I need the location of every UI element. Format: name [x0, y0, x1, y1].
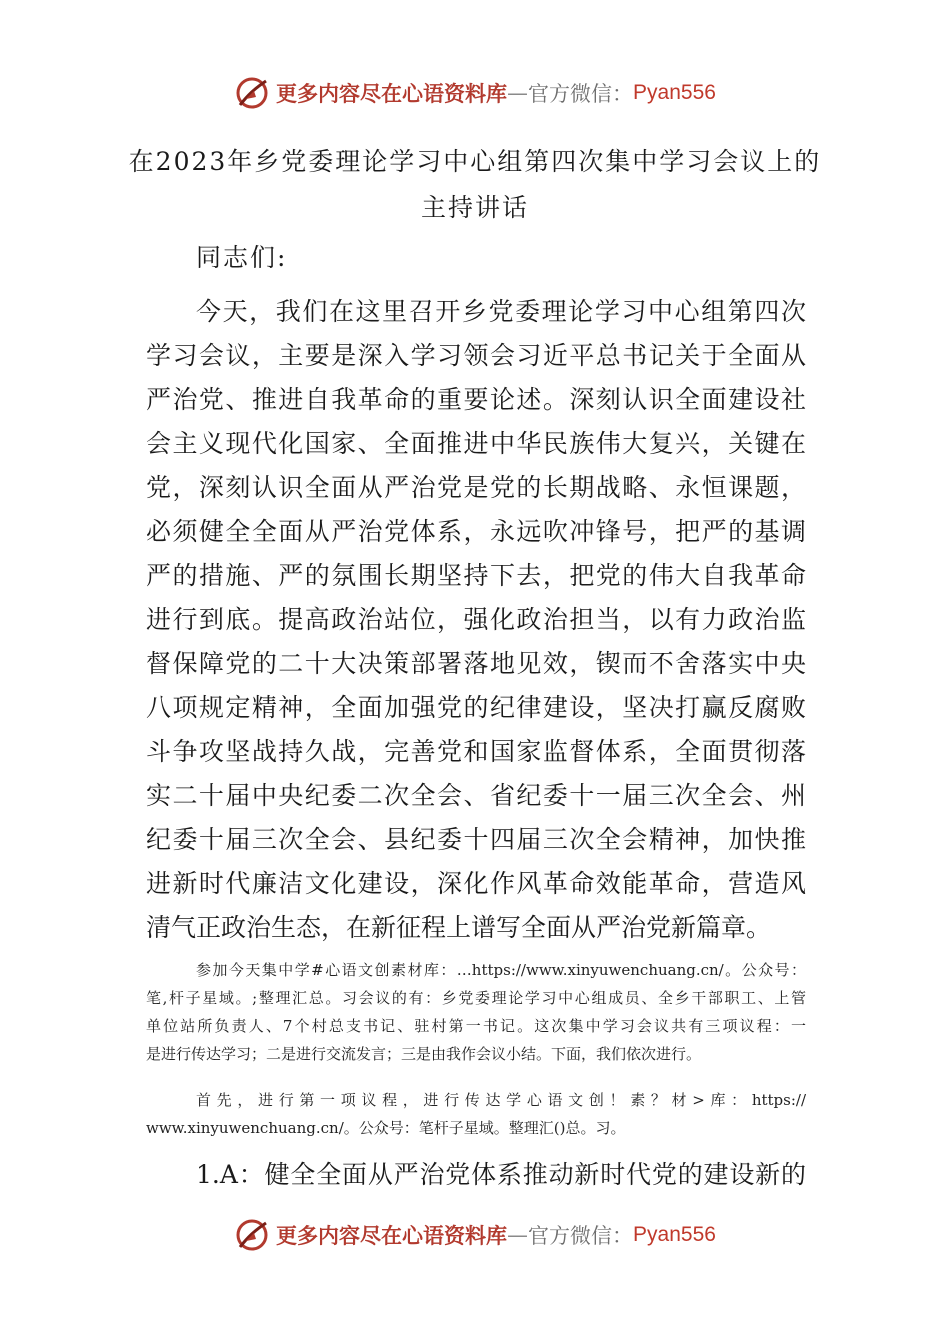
intro-line: 督保障党的二十大决策部署落地见效，锲而不舍落实中央: [146, 649, 806, 678]
attendance-line: 是进行传达学习；二是进行交流发言；三是由我作会议小结。下面，我们依次进行。: [146, 1045, 702, 1063]
header-banner: [0, 73, 950, 113]
intro-line: 会主义现代化国家、全面推进中华民族伟大复兴，关键在: [146, 429, 806, 458]
intro-line: 斗争攻坚战持久战，完善党和国家监督体系，全面贯彻落: [146, 737, 806, 766]
intro-line: 严治党、推进自我革命的重要论述。深刻认识全面建设社: [146, 385, 806, 414]
intro-line: 纪委十届三次全会、县纪委十四届三次全会精神，加快推: [146, 825, 806, 854]
banner-main-text: 更多内容尽在心语资料库: [276, 1224, 508, 1248]
attendance-line: 单位站所负责人、7个村总支书记、驻村第一书记。这次集中学习会议共有三项议程：一: [146, 1017, 806, 1035]
first-agenda-line: www.xinyuwenchuang.cn/。公众号：笔杆子星域。整理汇()总。习。: [146, 1119, 626, 1137]
section-heading: 1.A：健全全面从严治党体系推动新时代党的建设新的: [196, 1160, 806, 1189]
banner-wechat-label: 官方微信：: [528, 1224, 634, 1248]
intro-line: 进行到底。提高政治站位，强化政治担当，以有力政治监: [146, 605, 806, 634]
intro-line: 实二十届中央纪委二次全会、省纪委十一届三次全会、州: [146, 781, 806, 810]
footer-banner: [0, 1215, 950, 1255]
brand-logo-icon: [234, 1217, 270, 1253]
intro-line: 八项规定精神，全面加强党的纪律建设，坚决打赢反腐败: [146, 693, 806, 722]
banner-wechat-id: Pyan556: [633, 1223, 716, 1246]
first-agenda-paragraph: [146, 1086, 806, 1142]
banner-dash: —: [507, 1223, 529, 1247]
intro-line: 学习会议，主要是深入学习领会习近平总书记关于全面从: [146, 341, 806, 370]
document-title-line2: 主持讲话: [420, 193, 529, 222]
brand-logo-icon: [234, 75, 270, 111]
banner-wechat-id: Pyan556: [633, 81, 716, 104]
document-title-line1: 在2023年乡党委理论学习中心组第四次集中学习会议上的: [128, 147, 822, 176]
first-agenda-line: 首先，进行第一项议程，进行传达学心语文创！素？材>库：https://: [196, 1091, 806, 1109]
intro-paragraph: [146, 290, 806, 950]
banner-dash: —: [507, 81, 529, 105]
intro-line: 严的措施、严的氛围长期坚持下去，把党的伟大自我革命: [146, 561, 806, 590]
intro-line: 党，深刻认识全面从严治党是党的长期战略、永恒课题，: [146, 473, 806, 502]
greeting: 同志们:: [196, 243, 288, 272]
attendance-line: 笔,杆子星域。;整理汇总。习会议的有：乡党委理论学习中心组成员、全乡干部职工、上管: [146, 989, 806, 1007]
attendance-line: 参加今天集中学#心语文创素材库：…https://www.xinyuwenchuang.cn/。公众号：: [196, 961, 806, 979]
intro-line: 进新时代廉洁文化建设，深化作风革命效能革命，营造风: [146, 869, 806, 898]
intro-line: 清气正政治生态，在新征程上谱写全面从严治党新篇章。: [146, 913, 772, 942]
intro-line: 今天，我们在这里召开乡党委理论学习中心组第四次: [196, 297, 806, 326]
banner-wechat-label: 官方微信：: [528, 82, 634, 106]
attendance-paragraph: [146, 956, 806, 1068]
banner-main-text: 更多内容尽在心语资料库: [276, 82, 508, 106]
intro-line: 必须健全全面从严治党体系，永远吹冲锋号，把严的基调: [146, 517, 806, 546]
